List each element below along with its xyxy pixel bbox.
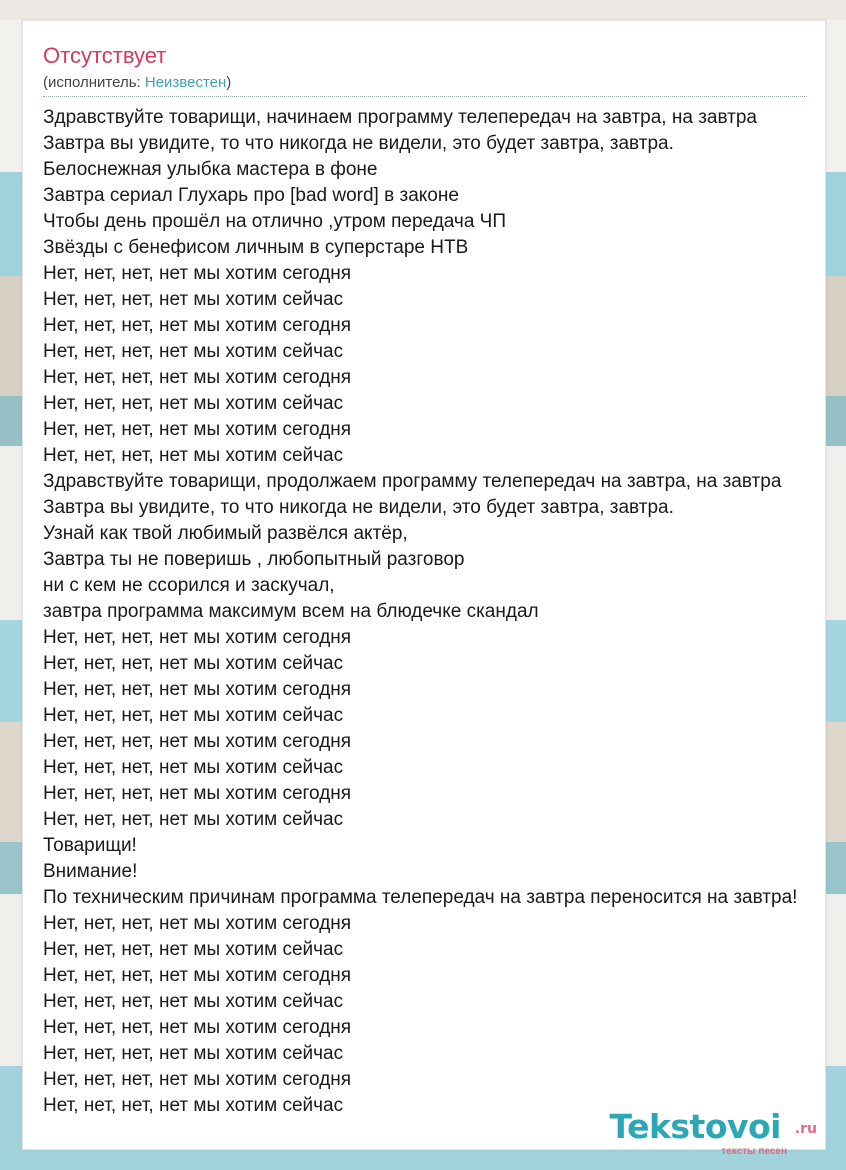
lyric-line: Нет, нет, нет, нет мы хотим сегодня: [43, 263, 352, 284]
lyric-line: Нет, нет, нет, нет мы хотим сейчас: [43, 705, 344, 726]
lyric-line: Товарищи!: [43, 835, 137, 856]
lyric-line: Нет, нет, нет, нет мы хотим сегодня: [43, 627, 352, 648]
lyric-line: Завтра сериал Глухарь про [bad word] в законе: [43, 185, 459, 206]
lyric-line: Завтра вы увидите, то что никогда не видели, это будет завтра, завтра.: [43, 133, 674, 154]
lyric-line: Нет, нет, нет, нет мы хотим сегодня: [43, 1017, 352, 1038]
lyric-line: Нет, нет, нет, нет мы хотим сейчас: [43, 1095, 344, 1116]
lyric-line: Нет, нет, нет, нет мы хотим сегодня: [43, 679, 352, 700]
lyric-line: Звёзды с бенефисом личным в суперстаре НТВ: [43, 237, 469, 258]
lyric-line: Внимание!: [43, 861, 138, 882]
artist-link[interactable]: Неизвестен: [144, 74, 227, 91]
artist-suffix: ): [226, 74, 232, 91]
lyric-line: Нет, нет, нет, нет мы хотим сейчас: [43, 757, 344, 778]
lyric-line: Нет, нет, нет, нет мы хотим сегодня: [43, 315, 352, 336]
lyric-line: Нет, нет, нет, нет мы хотим сейчас: [43, 991, 344, 1012]
song-title: Отсутствует: [43, 43, 167, 68]
lyric-line: Нет, нет, нет, нет мы хотим сегодня: [43, 1069, 352, 1090]
lyric-line: ни с кем не ссорился и заскучал,: [43, 575, 335, 596]
dotted-divider: [43, 96, 807, 97]
lyric-line: Нет, нет, нет, нет мы хотим сегодня: [43, 913, 352, 934]
lyric-line: Здравствуйте товарищи, продолжаем программу телепередач на завтра, на завтра: [43, 471, 782, 492]
lyric-line: Белоснежная улыбка мастера в фоне: [43, 159, 378, 180]
lyric-line: Нет, нет, нет, нет мы хотим сегодня: [43, 783, 352, 804]
lyric-line: Нет, нет, нет, нет мы хотим сейчас: [43, 939, 344, 960]
lyric-line: Нет, нет, нет, нет мы хотим сегодня: [43, 419, 352, 440]
lyrics-text: [43, 105, 797, 1119]
lyric-line: Нет, нет, нет, нет мы хотим сейчас: [43, 393, 344, 414]
logo-wordmark: Tekstovoi: [609, 1107, 781, 1146]
lyric-line: По техническим причинам программа телепередач на завтра переносится на завтра!: [43, 887, 798, 908]
artist-line: [43, 74, 231, 91]
lyric-line: Нет, нет, нет, нет мы хотим сегодня: [43, 731, 352, 752]
artist-prefix: (исполнитель:: [43, 74, 145, 91]
lyrics-card: [22, 20, 826, 1157]
lyric-line: Нет, нет, нет, нет мы хотим сейчас: [43, 1043, 344, 1064]
tekstovoi-logo[interactable]: [597, 1107, 817, 1155]
lyric-line: Нет, нет, нет, нет мы хотим сегодня: [43, 965, 352, 986]
lyric-line: Здравствуйте товарищи, начинаем программу телепередач на завтра, на завтра: [43, 107, 757, 128]
lyric-line: Нет, нет, нет, нет мы хотим сейчас: [43, 341, 344, 362]
lyric-line: Нет, нет, нет, нет мы хотим сегодня: [43, 367, 352, 388]
lyric-line: Завтра ты не поверишь , любопытный разговор: [43, 549, 465, 570]
lyric-line: Нет, нет, нет, нет мы хотим сейчас: [43, 445, 344, 466]
lyric-line: Чтобы день прошёл на отлично ,утром передача ЧП: [43, 211, 506, 232]
lyric-line: Завтра вы увидите, то что никогда не видели, это будет завтра, завтра.: [43, 497, 674, 518]
lyric-line: Нет, нет, нет, нет мы хотим сейчас: [43, 653, 344, 674]
lyric-line: Узнай как твой любимый развёлся актёр,: [43, 523, 408, 544]
lyric-line: Нет, нет, нет, нет мы хотим сейчас: [43, 809, 344, 830]
logo-tld: .ru: [794, 1121, 817, 1137]
lyric-line: Нет, нет, нет, нет мы хотим сейчас: [43, 289, 344, 310]
lyric-line: завтра программа максимум всем на блюдечке скандал: [43, 601, 539, 622]
logo-tagline: тексты песен: [721, 1146, 787, 1157]
